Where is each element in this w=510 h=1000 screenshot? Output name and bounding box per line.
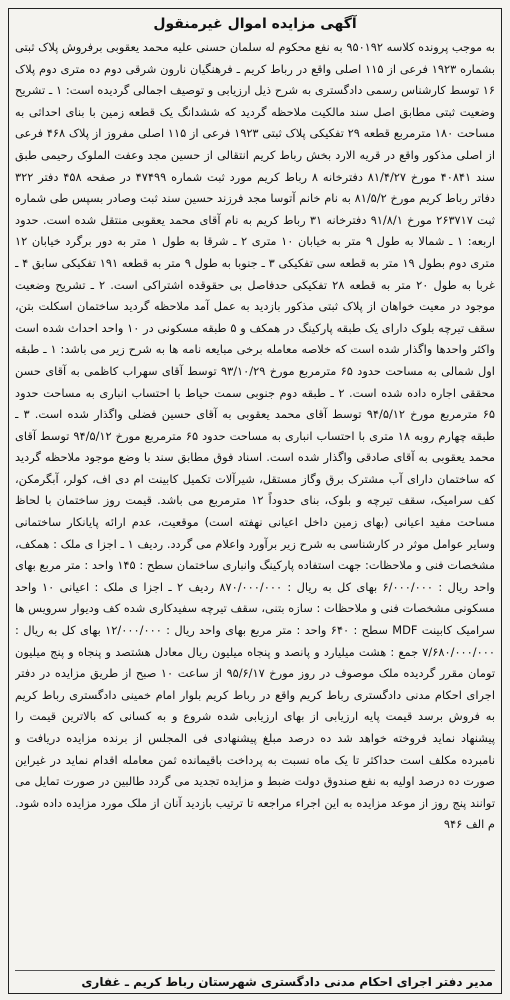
notice-signature: مدیر دفتر اجرای احکام مدنی دادگستری شهرستان رباط کریم ـ غفاری [15,970,495,993]
notice-paragraph: به موجب پرونده کلاسه ۹۵۰۱۹۲ به نفع محکوم له سلمان حسنی علیه محمد یعقوبی برفروش پلاک ثبتی بشماره ۱۹۲۳ فرعی از ۱۱۵ اصلی واقع در رباط کریم ـ فرهنگیان نارون شرقی دوم ده متری دوم پلاک ۱۶ توسط کارشناس رسمی دادگستری به شرح ذیل ارزیابی و توصیف اجمالی گردیده است: ۱ ـ تشریح وضعیت ثبتی مطابق اصل سند مالکیت ملاحظه گردید که ششدانگ یک قطعه زمین با بنای احداثی به مساحت ۱۸۰ مترمربع قطعه ۲۹ تفکیکی پلاک ثبتی ۱۹۲۳ فرعی از ۱۱۵ اصلی مفروز از پلاک ۴۶۸ فرعی از اصلی مذکور واقع در قریه الارد بخش رباط کریم انتقالی از حسین مجد وعفت الملوک رحیمی طبق سند ۴۰۸۴۱ مورخ ۸۱/۴/۲۷ دفترخانه ۸ رباط کریم مورد ثبت شماره ۴۷۴۹۹ در صفحه ۴۵۸ دفتر ۳۲۲ دفاتر رباط کریم مورخ ۸۱/۵/۲ به نام خانم آتوسا مجد فرزند حسین سند ثبت وصادر بسپس طی شماره ثبت ۲۶۳۷۱۷ مورخ ۹۱/۸/۱ دفترخانه ۳۱ رباط کریم به نام آقای محمد یعقوبی منتقل شده است. حدود اربعه: ۱ ـ شمالا به طول ۹ متر به خیابان ۱۰ متری ۲ ـ شرقا به طول ۱ متر به دور برگرد خیابان ۱۲ متری دوم بطول ۱۹ متر به قطعه سی تفکیکی ۳ ـ جنوبا به طول ۹ متر به قطعه ۱۹۱ تفکیکی سابق ۴ ـ غربا به طول ۲۰ متر به قطعه ۲۸ تفکیکی حدفاصل بی حقوقده اشتراکی است. ۲ ـ تشریح وضعیت موجود در معیت خواهان از پلاک ثبتی مذکور بازدید به عمل آمد ملاحظه گردید ساختمان اسکلت بتن، سقف تیرچه بلوک دارای یک طبقه پارکینگ در همکف و ۵ طبقه مسکونی در ۱۰ واحد احداث شده است واکثر واحدها واگذار شده است که خلاصه معامله برخی مبایعه نامه ها به شرح زیر می باشد: ۱ ـ طبقه اول شمالی به مساحت حدود ۶۵ مترمربع مورخ ۹۳/۱۰/۲۹ توسط آقای سهراب کاظمی به آقای حسن محققی اجاره داده شده است. ۲ ـ طبقه دوم جنوبی سمت حیاط با احتساب انباری به مساحت حدود ۶۵ مترمربع مورخ ۹۴/۵/۱۲ توسط آقای محمد یعقوبی به آقای حسین فضلی واگذار شده است. ۳ ـ طبقه چهارم روبه ۱۸ متری با احتساب انباری به مساحت حدود ۶۵ مترمربع مورخ ۹۴/۵/۱۲ توسط آقای محمد یعقوبی به آقای صادقی واگذار شده است. اسناد فوق مطابق سند با وضع موجود ملاحظه گردید که ساختمان دارای آب مشترک برق وگاز مستقل، شیرآلات تکمیل کابینت ام دی اف، کولر، آبگرمکن، کف سرامیک، سقف تیرچه و بلوک، بنای حدوداً ۱۲ مترمربع می باشد. قیمت روز ساختمان با لحاظ مساحت مفید اعیانی (بهای زمین داخل اعیانی نهفته است) موقعیت، عدم ارائه پایانکار ساختمانی وسایر عوامل موثر در کارشناسی به شرح زیر برآورد واعلام می گردد. ردیف ۱ ـ اجزا ی ملک : همکف، مشخصات فنی و ملاحظات: جهت استفاده پارکینگ وانباری ساختمان سطح : ۱۴۵ واحد : متر مربع بهای واحد ریال : ۶/۰۰۰/۰۰۰ بهای کل به ریال : ۸۷۰/۰۰۰/۰۰۰ ردیف ۲ ـ اجزا ی ملک : اعیانی ۱۰ واحد مسکونی مشخصات فنی و ملاحظات : سازه بتنی، سقف تیرچه سفیدکاری شده کف ودیوار سرویس ها سرامیک کابینت MDF سطح : ۶۴۰ واحد : متر مربع بهای واحد ریال : ۱۲/۰۰۰/۰۰۰ بهای کل به ریال : ۷/۶۸۰/۰۰۰/۰۰۰ جمع : هشت میلیارد و پانصد و پنجاه میلیون ریال معادل هشتصد و پنجاه و پنج میلیون تومان مقرر گردیده ملک موصوف در روز مورخ ۹۵/۶/۱۷ از ساعت ۱۰ صبح از طریق مزایده در دفتر اجرای احکام مدنی دادگستری رباط کریم واقع در رباط کریم بلوار امام خمینی دادگستری رباط کریم به فروش برسد قیمت پایه ارزیابی از بهای ارزیابی شده شروع و به کسانی که بالاترین قیمت را پیشنهاد نماید فروخته خواهد شد ده درصد مبلغ پیشنهادی فی المجلس از برنده مزایده دریافت و نامبرده مکلف است حداکثر تا یک ماه نسبت به پرداخت باقیمانده ثمن معامله اقدام نماید در غیراین صورت ده درصد اولیه به نفع صندوق دولت ضبط و مزایده تجدید می گردد طالبین در صورت تمایل می توانند پنج روز از موعد مزایده به این اجراء مراجعه تا ترتیب بازدید آنان از ملک مورد مزایده داده شود. م الف ۹۴۶ [15,40,495,832]
notice-title: آگهی مزایده اموال غیرمنقول [153,16,357,32]
notice-body [15,37,495,970]
notice-frame [8,8,502,994]
